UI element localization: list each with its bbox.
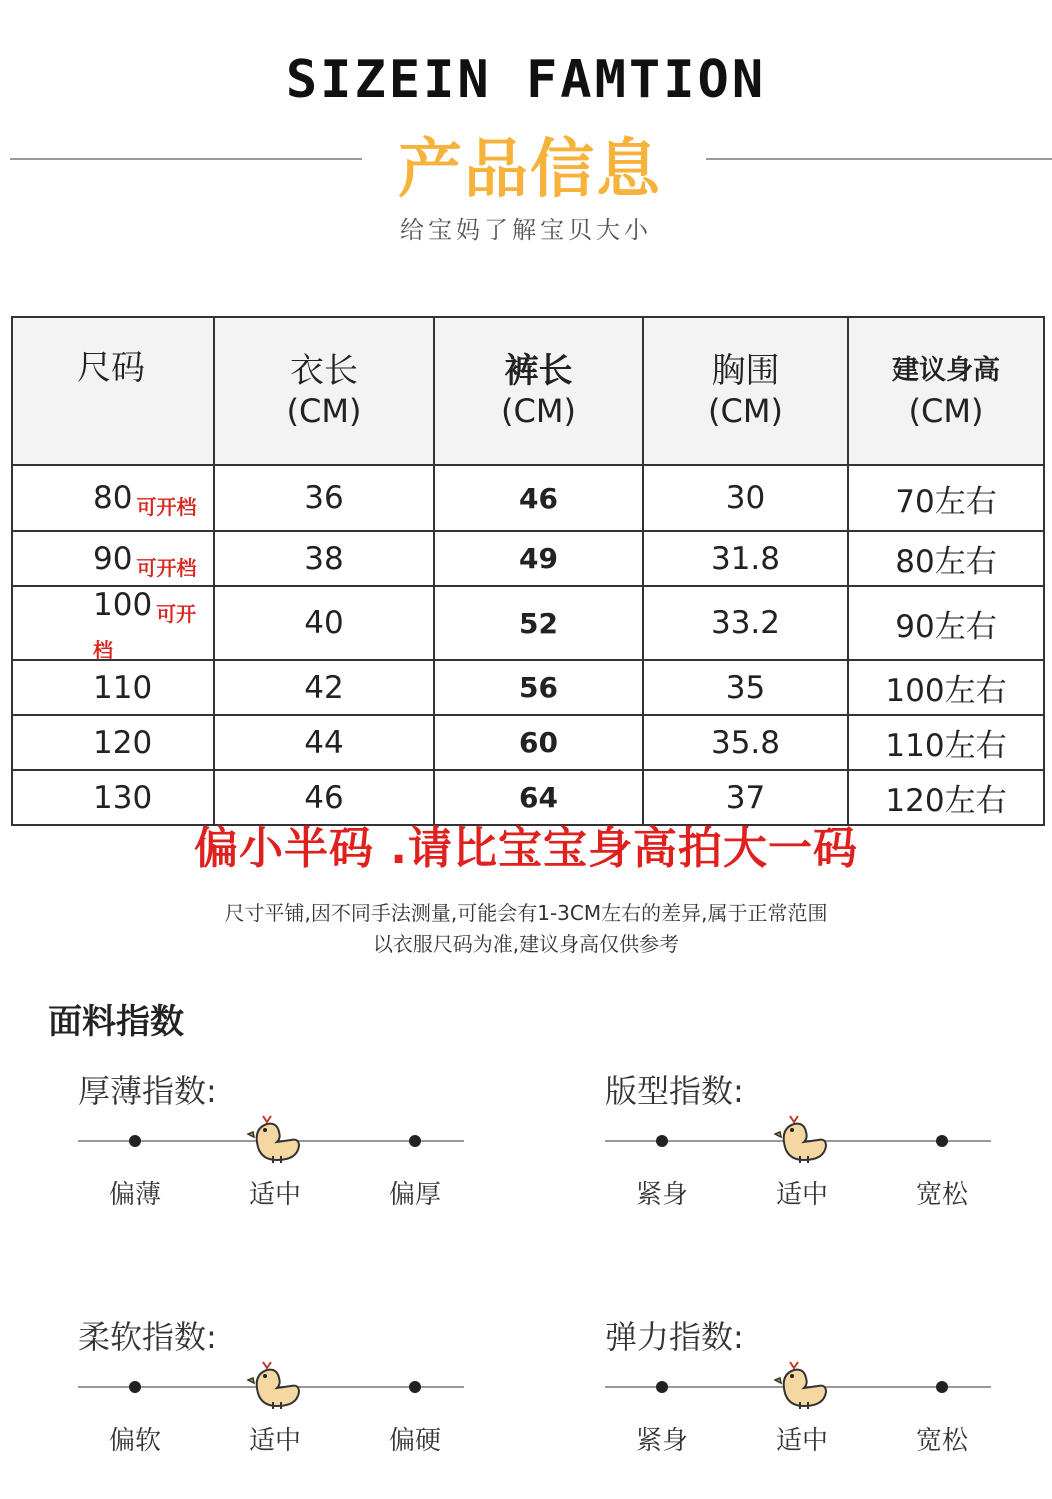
cell-top-length: 36 <box>214 465 434 531</box>
size-warning: 偏小半码 .请比宝宝身高拍大一码 <box>193 823 859 874</box>
cell-size: 130 <box>12 770 214 825</box>
cell-chest: 31.8 <box>643 531 848 586</box>
title-en: SIZEIN FAMTION <box>285 50 767 110</box>
scale-dot <box>936 1381 948 1393</box>
cell-height: 100左右 <box>848 660 1044 715</box>
cell-chest: 35.8 <box>643 715 848 770</box>
cell-chest: 33.2 <box>643 586 848 660</box>
cell-pants-length: 46 <box>434 465 643 531</box>
table-row <box>12 586 1044 660</box>
duck-icon <box>247 1112 303 1164</box>
scale-tick-label: 适中 <box>248 1426 301 1456</box>
open-crotch-tag: 可开档 <box>136 495 197 519</box>
cell-height: 110左右 <box>848 715 1044 770</box>
table-row <box>12 465 1044 531</box>
open-crotch-tag: 可开档 <box>93 602 197 662</box>
cell-top-length: 38 <box>214 531 434 586</box>
table-row <box>12 531 1044 586</box>
title-cn: 产品信息 <box>398 133 662 207</box>
scale-dot <box>409 1381 421 1393</box>
index-label: 弹力指数: <box>605 1318 744 1356</box>
cell-size: 110 <box>12 660 214 715</box>
cell-pants-length: 49 <box>434 531 643 586</box>
scale-tick-label: 紧身 <box>635 1180 688 1210</box>
fabric-title: 面料指数 <box>48 1002 184 1042</box>
cell-height: 120左右 <box>848 770 1044 825</box>
table-header-row <box>12 317 1044 465</box>
scale-dot <box>936 1135 948 1147</box>
header-chest: 胸围 (CM) <box>643 317 848 465</box>
cell-top-length: 46 <box>214 770 434 825</box>
scale-tick-label: 宽松 <box>915 1180 968 1210</box>
measurement-note: 尺寸平铺,因不同手法测量,可能会有1-3CM左右的差异,属于正常范围 <box>224 901 828 925</box>
scale-tick-label: 宽松 <box>915 1426 968 1456</box>
scale-tick-label: 偏软 <box>108 1426 161 1456</box>
scale-tick-label: 偏厚 <box>388 1180 441 1210</box>
table-row <box>12 660 1044 715</box>
duck-icon <box>247 1358 303 1410</box>
scale-dot <box>656 1135 668 1147</box>
cell-chest: 30 <box>643 465 848 531</box>
scale-tick-label: 适中 <box>248 1180 301 1210</box>
cell-height: 80左右 <box>848 531 1044 586</box>
scale-tick-label: 偏薄 <box>108 1180 161 1210</box>
header-size: 尺码 <box>12 317 214 465</box>
open-crotch-tag: 可开档 <box>136 555 197 580</box>
cell-top-length: 44 <box>214 715 434 770</box>
height-note: 以衣服尺码为准,建议身高仅供参考 <box>372 932 680 956</box>
cell-height: 90左右 <box>848 586 1044 660</box>
scale-dot <box>129 1135 141 1147</box>
index-label: 版型指数: <box>605 1072 744 1110</box>
cell-top-length: 40 <box>214 586 434 660</box>
table-row <box>12 715 1044 770</box>
scale-tick-label: 适中 <box>775 1180 828 1210</box>
size-table <box>11 316 1045 826</box>
cell-size: 120 <box>12 715 214 770</box>
index-label: 柔软指数: <box>78 1318 217 1356</box>
scale-tick-label: 偏硬 <box>388 1426 441 1456</box>
index-label: 厚薄指数: <box>78 1072 217 1110</box>
header-height: 建议身高 (CM) <box>848 317 1044 465</box>
cell-top-length: 42 <box>214 660 434 715</box>
cell-pants-length: 52 <box>434 586 643 660</box>
divider-left <box>10 158 362 160</box>
duck-icon <box>774 1112 830 1164</box>
scale-tick-label: 适中 <box>775 1426 828 1456</box>
duck-icon <box>774 1358 830 1410</box>
divider-right <box>706 158 1052 160</box>
cell-size: 100 可开档 <box>12 586 214 660</box>
cell-size: 80 可开档 <box>12 465 214 531</box>
scale-tick-label: 紧身 <box>635 1426 688 1456</box>
cell-chest: 37 <box>643 770 848 825</box>
cell-pants-length: 64 <box>434 770 643 825</box>
cell-height: 70左右 <box>848 465 1044 531</box>
cell-pants-length: 60 <box>434 715 643 770</box>
scale-dot <box>129 1381 141 1393</box>
cell-chest: 35 <box>643 660 848 715</box>
header-top-length: 衣长 (CM) <box>214 317 434 465</box>
cell-pants-length: 56 <box>434 660 643 715</box>
scale-dot <box>409 1135 421 1147</box>
header-pants-length: 裤长 (CM) <box>434 317 643 465</box>
subtitle: 给宝妈了解宝贝大小 <box>400 216 652 244</box>
scale-dot <box>656 1381 668 1393</box>
cell-size: 90 可开档 <box>12 531 214 586</box>
